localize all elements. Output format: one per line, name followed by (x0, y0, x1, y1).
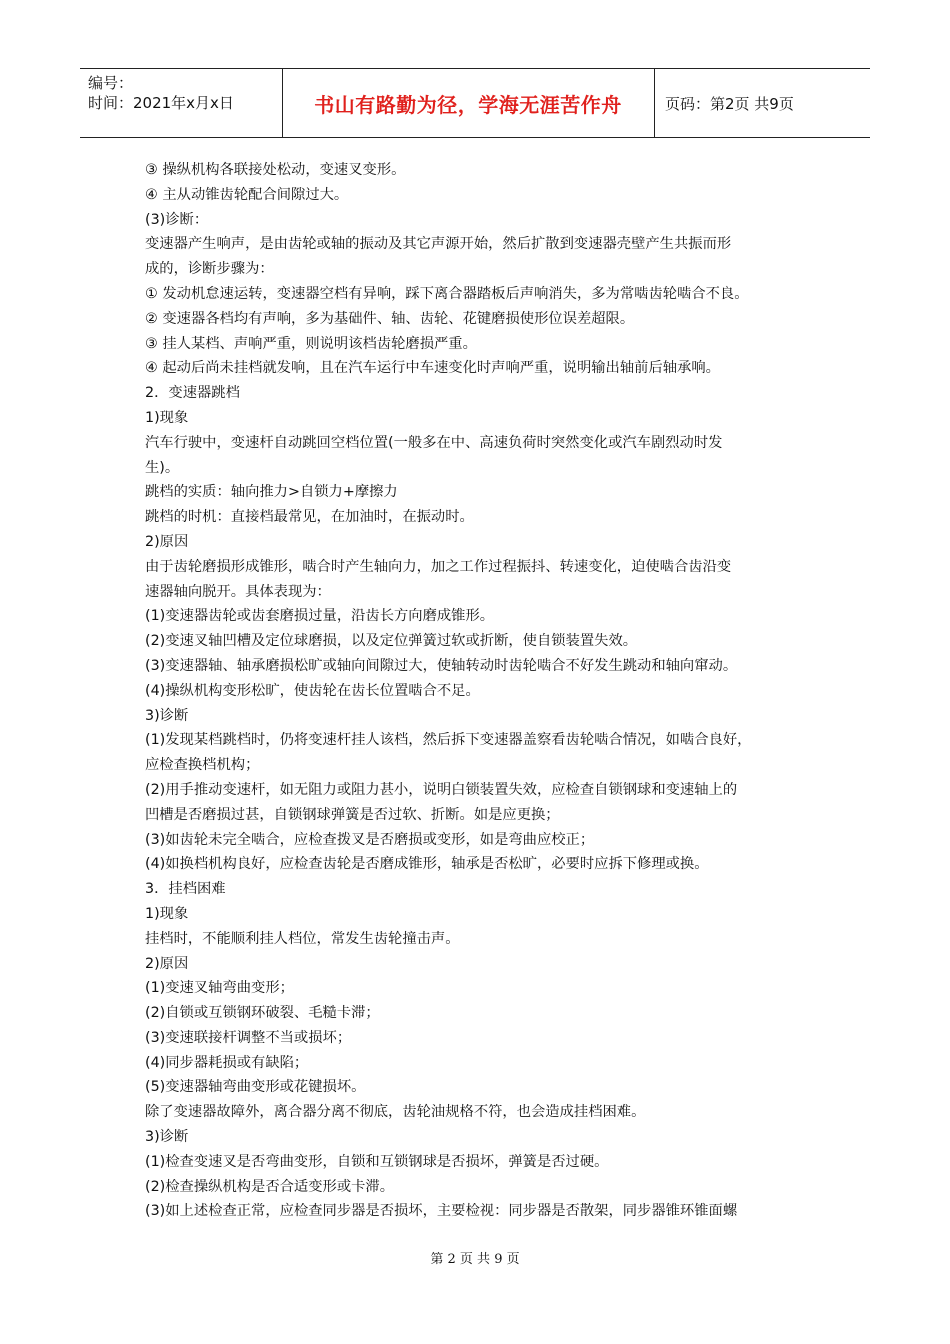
text-line: ④ 起动后尚未挂档就发响，且在汽车运行中车速变化时声响严重，说明输出轴前后轴承响。 (145, 360, 720, 377)
text-line: 由于齿轮磨损形成锥形，啮合时产生轴向力，加之工作过程振抖、转速变化，迫使啮合齿沿变 (145, 558, 732, 575)
text-line: ③ 挂人某档、声响严重，则说明该档齿轮磨损严重。 (145, 335, 477, 352)
text-line: 跳档的时机：直接档最常见，在加油时，在振动时。 (145, 509, 474, 526)
text-line: (2)用手推动变速杆，如无阻力或阻力甚小，说明白锁装置失效，应检查自锁钢球和变速轴上的 (145, 781, 738, 798)
text-line: 跳档的实质：轴向推力>自锁力+摩擦力 (145, 484, 398, 501)
text-line: 汽车行驶中，变速杆自动跳回空档位置(一般多在中、高速负荷时突然变化或汽车剧烈动时发 (145, 434, 723, 451)
text-line: (3)诊断： (145, 211, 209, 228)
text-line: (3)如齿轮未完全啮合，应检查拨叉是否磨损或变形，如是弯曲应校正； (145, 831, 595, 848)
text-line: (4)操纵机构变形松旷，使齿轮在齿长位置啮合不足。 (145, 682, 480, 699)
text-line: 应检查换档机构； (145, 757, 260, 774)
slogan: 书山有路勤为径，学海无涯苦作舟 (314, 92, 622, 117)
text-line: 1)现象 (145, 905, 189, 922)
text-line: ① 发动机怠速运转，变速器空档有异响，踩下离合器踏板后声响消失，多为常啮齿轮啮合不良。 (145, 285, 749, 302)
text-line: (1)变速叉轴弯曲变形； (145, 980, 294, 997)
text-line: 除了变速器故障外，离合器分离不彻底，齿轮油规格不符，也会造成挂档困难。 (145, 1104, 646, 1121)
header-meta (80, 69, 283, 137)
text-line: (1)检查变速叉是否弯曲变形，自锁和互锁钢球是否损坏，弹簧是否过硬。 (145, 1153, 609, 1170)
text-line: 变速器产生响声，是由齿轮或轴的振动及其它声源开始，然后扩散到变速器壳壁产生共振而形 (145, 236, 732, 253)
date-label: 时间：2021年x月x日 (88, 94, 234, 112)
text-line: ④ 主从动锥齿轮配合间隙过大。 (145, 186, 349, 203)
text-line: 凹槽是否磨损过甚，自锁钢球弹簧是否过软、折断。如是应更换； (145, 806, 560, 823)
text-line: (4)如换档机构良好，应检查齿轮是否磨成锥形，轴承是否松旷，必要时应拆下修理或换。 (145, 856, 709, 873)
document-body (145, 158, 825, 1224)
text-line: 3)诊断 (145, 707, 189, 724)
text-line: (3)如上述检查正常，应检查同步器是否损坏，主要检视：同步器是否散架，同步器锥环锥面螺 (145, 1203, 738, 1220)
text-line: 2)原因 (145, 955, 189, 972)
text-line: 挂档时，不能顺利挂人档位，常发生齿轮撞击声。 (145, 930, 460, 947)
text-line: (3)变速器轴、轴承磨损松旷或轴向间隙过大，使轴转动时齿轮啮合不好发生跳动和轴向窜动。 (145, 657, 738, 674)
text-line: (2)自锁或互锁钢环破裂、毛糙卡滞； (145, 1005, 380, 1022)
text-line: 速器轴向脱开。具体表现为： (145, 583, 331, 600)
page-info-label: 页码：第2页 共9页 (665, 94, 794, 113)
text-line: (4)同步器耗损或有缺陷； (145, 1054, 309, 1071)
text-line: (1)发现某档跳档时，仍将变速杆挂人该档，然后拆下变速器盖察看齿轮啮合情况，如啮合良好， (145, 732, 752, 749)
page-footer: 第 2 页 共 9 页 (430, 1252, 520, 1267)
text-line: 2)原因 (145, 533, 189, 550)
text-line: ③ 操纵机构各联接处松动，变速叉变形。 (145, 162, 406, 178)
text-line: 2．变速器跳档 (145, 385, 240, 402)
text-line: 成的，诊断步骤为： (145, 261, 274, 278)
text-line: (3)变速联接杆调整不当或损坏； (145, 1029, 352, 1046)
text-line: 3．挂档困难 (145, 881, 226, 898)
text-line: (2)变速叉轴凹槽及定位球磨损，以及定位弹簧过软或折断，使自锁装置失效。 (145, 633, 638, 650)
text-line: 生)。 (145, 459, 180, 476)
page-header (80, 68, 870, 138)
header-page-info (665, 69, 794, 137)
text-line: 3)诊断 (145, 1129, 189, 1146)
text-line: (2)检查操纵机构是否合适变形或卡滞。 (145, 1178, 394, 1195)
text-line: ② 变速器各档均有声响，多为基础件、轴、齿轮、花键磨损使形位误差超限。 (145, 310, 635, 327)
text-line: (1)变速器齿轮或齿套磨损过量，沿齿长方向磨成锥形。 (145, 608, 495, 625)
text-line: (5)变速器轴弯曲变形或花键损坏。 (145, 1079, 366, 1096)
header-slogan-cell (282, 69, 655, 137)
text-line: 1)现象 (145, 409, 189, 426)
serial-number-label: 编号： (88, 74, 134, 92)
